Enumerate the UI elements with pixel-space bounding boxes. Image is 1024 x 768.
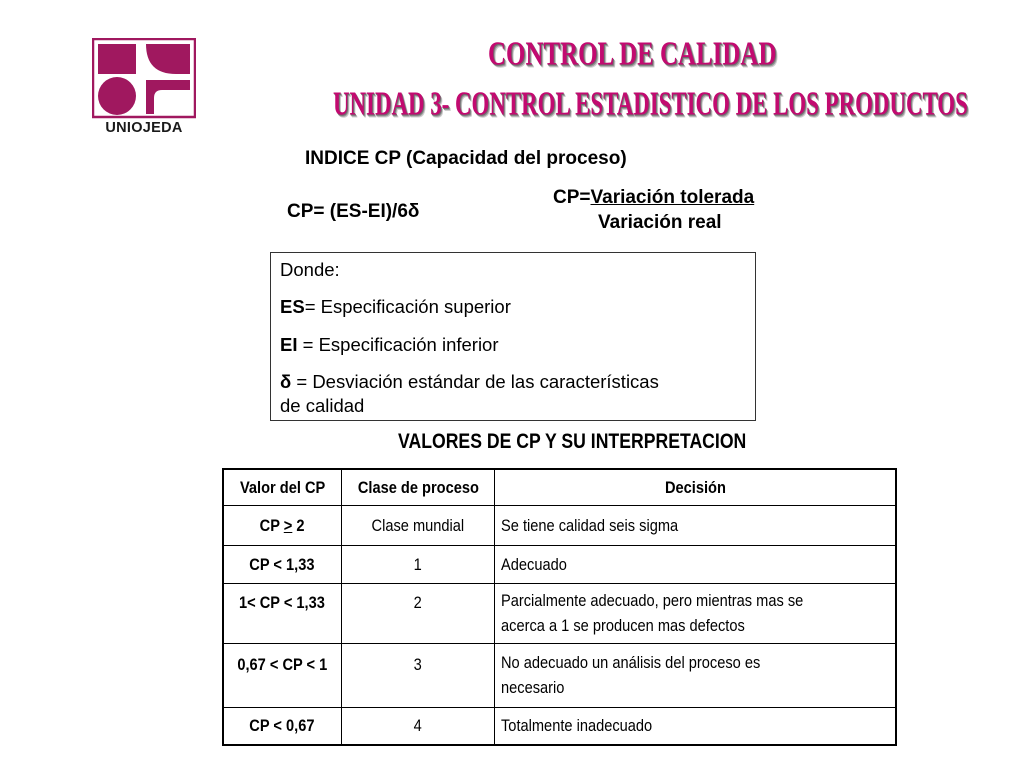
cell-class: 2 <box>341 583 495 643</box>
definition-symbol: δ <box>280 371 292 392</box>
cell-decision: No adecuado un análisis del proceso es necesario <box>495 643 897 707</box>
cell-decision: Se tiene calidad seis sigma <box>495 505 897 545</box>
header-decision: Decisión <box>495 469 897 505</box>
table-row <box>223 707 896 745</box>
table-heading: VALORES DE CP Y SU INTERPRETACION <box>398 430 747 453</box>
definition-es <box>280 296 511 318</box>
definition-symbol: EI <box>280 334 298 355</box>
cell-value: CP < 1,33 <box>223 545 341 583</box>
definition-text: = Especificación superior <box>304 296 511 317</box>
cp-ratio-denominator: Variación real <box>598 212 722 233</box>
table-row <box>223 643 896 707</box>
table-row <box>223 505 896 545</box>
definitions-box <box>270 252 756 421</box>
cp-ratio-formula <box>553 187 754 209</box>
logo-text: UNIOJEDA <box>105 120 183 136</box>
header-clase: Clase de proceso <box>341 469 495 505</box>
page-subtitle: UNIDAD 3- CONTROL ESTADISTICO DE LOS PRODUCTOS <box>333 84 968 122</box>
cell-value: CP > 2 <box>223 505 341 545</box>
definition-delta <box>280 371 659 393</box>
cell-value: 0,67 < CP < 1 <box>223 643 341 707</box>
definition-symbol: ES <box>280 296 305 317</box>
cell-class: 3 <box>341 643 495 707</box>
definition-continuation: de calidad <box>280 395 365 416</box>
cell-class: 4 <box>341 707 495 745</box>
cp-formula: CP= (ES-EI)/6δ <box>287 201 420 222</box>
table-row <box>223 545 896 583</box>
definitions-intro: Donde: <box>280 259 340 280</box>
cell-decision: Totalmente inadecuado <box>495 707 897 745</box>
cell-value: 1< CP < 1,33 <box>223 583 341 643</box>
cell-decision: Adecuado <box>495 545 897 583</box>
definition-text: = Especificación inferior <box>297 334 499 355</box>
table-row <box>223 583 896 643</box>
cp-ratio-numerator: Variación tolerada <box>590 187 755 208</box>
definition-ei <box>280 334 499 356</box>
cp-ratio-prefix: CP= <box>553 187 591 208</box>
cp-heading: INDICE CP (Capacidad del proceso) <box>305 148 627 169</box>
cell-decision: Parcialmente adecuado, pero mientras mas se acerca a 1 se producen mas defectos <box>495 583 897 643</box>
table-header-row <box>223 469 896 505</box>
cell-class: Clase mundial <box>341 505 495 545</box>
cp-values-table <box>222 468 897 746</box>
page-title: CONTROL DE CALIDAD <box>488 34 777 72</box>
definition-text: = Desviación estándar de las características <box>291 371 659 392</box>
cell-class: 1 <box>341 545 495 583</box>
cell-value: CP < 0,67 <box>223 707 341 745</box>
header-valor: Valor del CP <box>223 469 341 505</box>
